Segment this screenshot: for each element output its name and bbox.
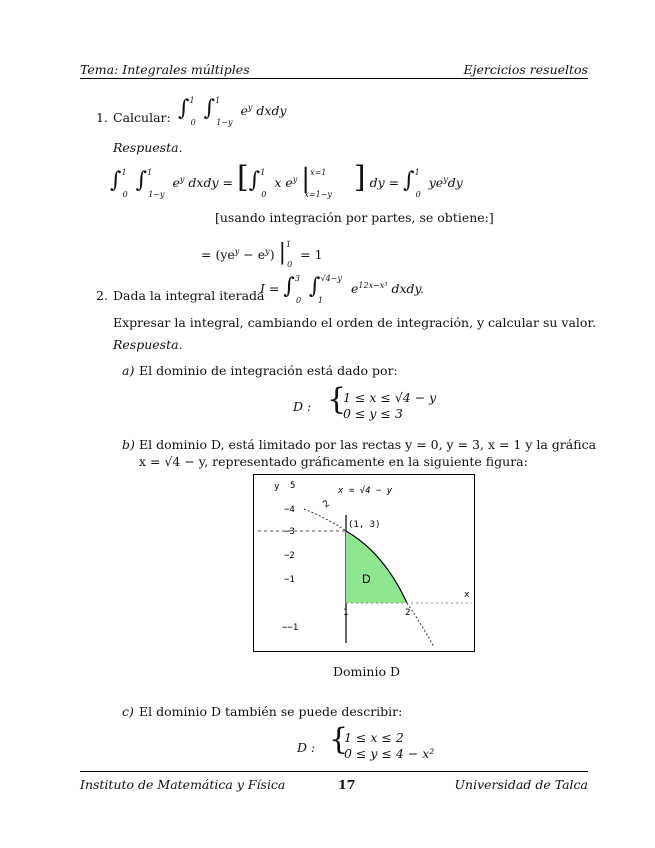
ex2-a-D: D : xyxy=(293,399,312,414)
y-tick: −4 xyxy=(284,505,295,515)
header-right: Ejercicios resueltos xyxy=(463,62,588,77)
ex2-c-c1: 1 ≤ x ≤ 2 xyxy=(344,730,404,745)
curve-ext-left xyxy=(304,509,346,531)
ex2-c-label: c) xyxy=(122,704,134,719)
footer-left: Instituto de Matemática y Física xyxy=(80,777,286,792)
lim: 1 xyxy=(189,96,195,105)
ex1-respuesta: Respuesta. xyxy=(113,140,183,155)
page-number: 17 xyxy=(338,777,356,792)
ex2-b-label: b) xyxy=(122,437,135,452)
lim: 1 xyxy=(215,96,221,105)
curve-label: x = √4 − y xyxy=(338,486,393,496)
exp: y xyxy=(247,102,253,112)
point-label: (1, 3) xyxy=(348,520,381,530)
header-rule xyxy=(80,78,588,79)
lim: 0 xyxy=(190,118,196,127)
ex2-a-c2: 0 ≤ y ≤ 3 xyxy=(343,406,403,421)
region-D xyxy=(346,531,407,603)
ex2-a-c1: 1 ≤ x ≤ √4 − y xyxy=(343,390,437,405)
ex1-step: ∫$^1_0$ ∫$^1_{1-y}$ $e^y$ dxdy = [∫$^1_0$ x $e^y$ $|^{x=1}_{x=1-y}$ ] dy = ∫$^1_0$ $ye^ydy$ xyxy=(110,160,463,199)
x-tick: 2 xyxy=(405,608,411,618)
region-label: D xyxy=(362,572,371,586)
lim: 1−y xyxy=(216,118,233,127)
ex1-integral: ∫$^1_0$ ∫$^1_{1-y}$ $e^y$ dxdy xyxy=(178,96,287,127)
footer-right: Universidad de Talca xyxy=(454,777,588,792)
curve-num: 2 xyxy=(321,498,332,511)
ex1-final: = $(ye^y - e^y) |^1_0 = 1$ xyxy=(201,240,323,269)
ex2-a-label: a) xyxy=(122,363,135,378)
ex2-respuesta: Respuesta. xyxy=(113,337,183,352)
y-axis-label: y xyxy=(274,482,280,492)
y-tick: −−1 xyxy=(282,623,299,633)
ex1-number: 1. xyxy=(96,110,108,125)
ex2-label: Dada la integral iterada xyxy=(113,288,265,303)
ex2-number: 2. xyxy=(96,288,108,303)
brace: { xyxy=(329,722,349,757)
ex2-text: Expresar la integral, cambiando el orden de integración, y calcular su valor. xyxy=(113,315,597,330)
figure-caption: Dominio D xyxy=(333,664,400,679)
y-tick: −2 xyxy=(284,551,295,561)
ex2-c-text: El dominio D también se puede describir: xyxy=(139,704,403,719)
ex2-b-text1: El dominio D, está limitado por las rectas y = 0, y = 3, x = 1 y la gráfica xyxy=(139,437,597,452)
ex2-c-c2: 0 ≤ y ≤ 4 − x² xyxy=(344,746,435,761)
x-axis-label: x xyxy=(464,590,470,600)
ex2-b-text2: x = √4 − y, representado gráficamente en la siguiente figura: xyxy=(139,454,528,469)
ex1-label: Calcular: xyxy=(113,110,171,125)
integrand: e xyxy=(240,103,248,118)
ex2-c-D: D : xyxy=(297,740,316,755)
y-tick: −1 xyxy=(284,575,295,585)
footer-rule xyxy=(80,771,588,772)
y-tick: 5 xyxy=(290,481,296,491)
brace: { xyxy=(327,382,347,417)
diff: dxdy xyxy=(256,103,287,118)
ex1-note: [usando integración por partes, se obtiene:] xyxy=(215,210,494,225)
x-tick: 1 xyxy=(343,608,349,618)
y-tick: −3 xyxy=(284,527,295,537)
domain-figure xyxy=(253,474,475,652)
ex2-a-text: El dominio de integración está dado por: xyxy=(139,363,398,378)
domain-plot xyxy=(254,475,474,651)
header-left: Tema: Integrales múltiples xyxy=(80,62,250,77)
curve-ext-right xyxy=(407,603,434,647)
ex2-integral: I = ∫$^3_0$ ∫$^{√4-y}_1$ $e^{12x-x^3}$ dxdy. xyxy=(260,274,424,305)
